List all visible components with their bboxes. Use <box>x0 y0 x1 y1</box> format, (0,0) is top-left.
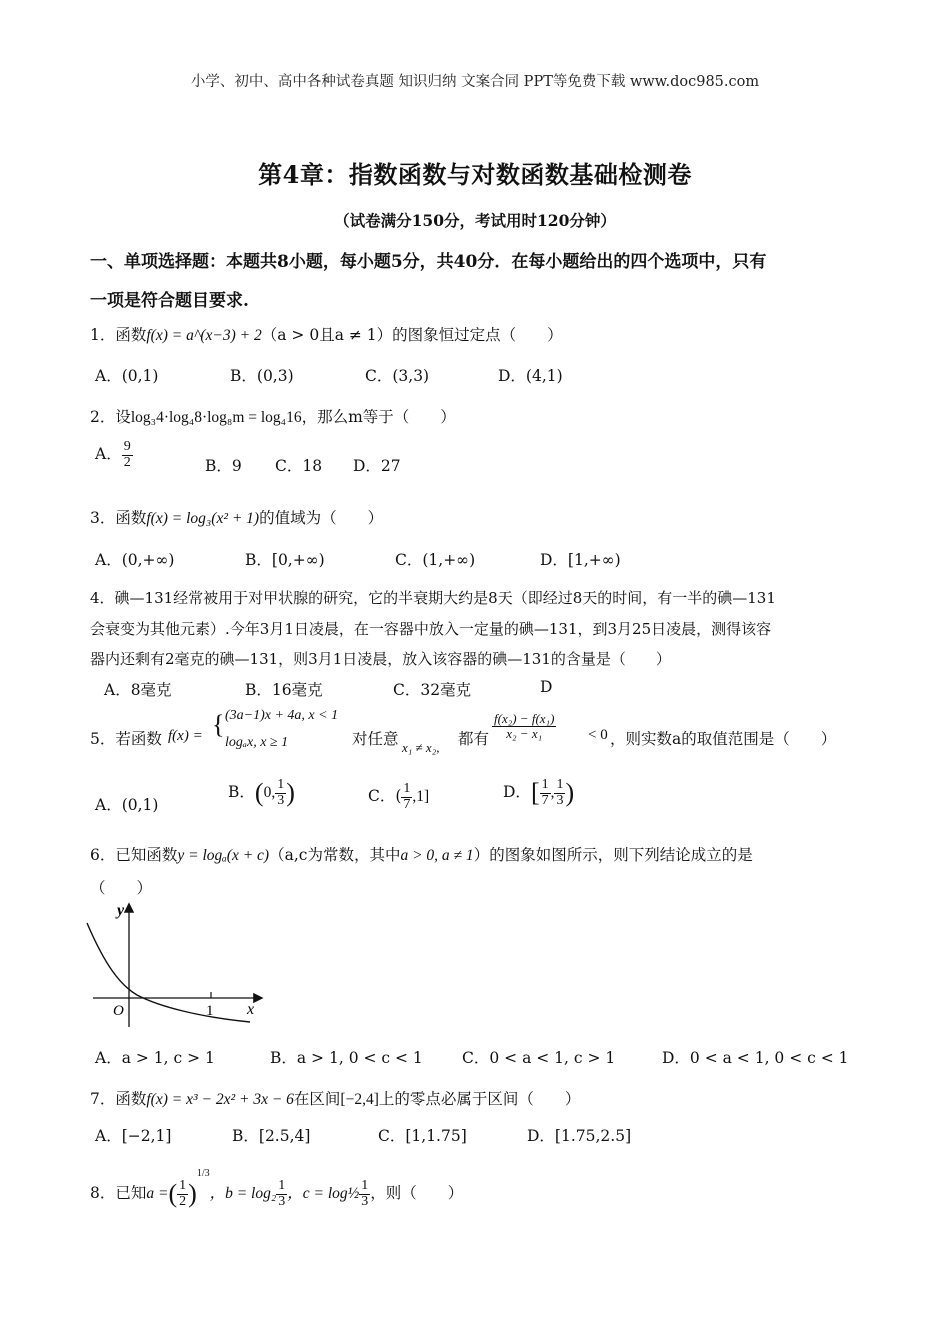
q5-option-c-label: C．( <box>368 787 402 806</box>
fraction-denominator: 7 <box>403 796 411 812</box>
q2-option-c: C．18 <box>275 457 323 475</box>
q6-suffix: ）的图象如图所示，则下列结论成立的是 <box>473 846 753 864</box>
tick-label-1: 1 <box>206 1003 214 1019</box>
fraction-denominator: 2 <box>123 454 131 470</box>
q6-option-d-text: D．0 < a < 1, 0 < c < 1 <box>662 1049 849 1067</box>
q5-mid2: 都有 <box>458 730 490 748</box>
section-heading-line2: 一项是符合题目要求. <box>90 291 249 311</box>
question-2 <box>90 405 456 427</box>
q5-fx <box>168 726 203 745</box>
section-heading-line1: 一、单项选择题：本题共8小题，每小题5分，共40分．在每小题给出的四个选项中，只有 <box>90 252 767 272</box>
q5-option-c-fraction <box>401 782 412 812</box>
q4-option-a: A．8毫克 <box>104 681 172 699</box>
right-paren: ) <box>565 778 575 808</box>
q6-option-a <box>95 1046 215 1068</box>
q7-option-c: C．[1,1.75] <box>378 1127 467 1145</box>
q5-option-d-fraction-2 <box>554 778 565 808</box>
right-paren: ) <box>188 1179 197 1208</box>
q8-b-label: ，b = log₂ <box>209 1185 277 1202</box>
fraction-numerator: 1 <box>556 777 564 792</box>
q5-difference-quotient <box>492 712 556 740</box>
q7-expression: f(x) = x³ − 2x² + 3x − 6 <box>146 1091 294 1108</box>
q6-prefix: 6．已知函数 <box>90 846 178 864</box>
q5-option-c-post: ,1] <box>412 788 430 806</box>
q1-option-c: C．(3,3) <box>365 367 430 385</box>
origin-label: O <box>113 1003 124 1019</box>
fraction-denominator: 2 <box>179 1193 187 1209</box>
q3-expression: f(x) = log₃(x² + 1) <box>146 510 260 527</box>
fraction-numerator: 1 <box>361 1177 369 1193</box>
q6-option-c-text: C．0 < a < 1, c > 1 <box>462 1049 616 1067</box>
q7-option-b: B．[2.5,4] <box>232 1127 311 1145</box>
q8-prefix: 8．已知 <box>90 1184 147 1202</box>
q5-option-d <box>503 778 574 808</box>
q5-condition: x₁ ≠ x₂, <box>402 740 440 755</box>
q2-option-a-fraction <box>122 440 133 470</box>
q6-option-d <box>662 1046 849 1068</box>
q6-option-b-text: B．a > 1, 0 < c < 1 <box>270 1049 423 1067</box>
fraction-numerator: 1 <box>278 1177 286 1193</box>
q7-prefix: 7．函数 <box>90 1090 147 1108</box>
comma: , <box>550 784 555 802</box>
question-7 <box>90 1087 580 1109</box>
q2-expression: log₃4·log₄8·log₈m = log₄16 <box>130 409 302 426</box>
q5-fx-label: f(x) = <box>168 728 203 744</box>
q5-inequality: < 0 <box>588 727 608 743</box>
q2-prefix: 2．设 <box>90 408 131 426</box>
fraction-denominator: 3 <box>556 792 564 808</box>
q1-condition: （a > 0且a ≠ 1）的图象恒过定点（ ） <box>261 326 563 344</box>
q6-condition: a > 0, a ≠ 1 <box>400 847 474 864</box>
page-header: 小学、初中、高中各种试卷真题 知识归纳 文案合同 PPT等免费下载 www.doc985.com <box>190 74 760 90</box>
fraction-numerator: 1 <box>277 777 285 792</box>
q8-a-exponent: 1/3 <box>196 1168 210 1179</box>
fraction-denominator: 3 <box>278 1193 286 1209</box>
q8-c-fraction <box>359 1179 370 1209</box>
q5-case-2: logₐx, x ≥ 1 <box>225 735 289 750</box>
q4-option-c: C．32毫克 <box>393 681 472 699</box>
q3-prefix: 3．函数 <box>90 509 147 527</box>
q5-prefix: 5．若函数 <box>90 730 162 748</box>
fraction-numerator: 1 <box>541 777 549 792</box>
q7-option-d: D．[1.75,2.5] <box>527 1127 632 1145</box>
fraction-numerator: f(x₂) − f(x₁) <box>494 711 555 726</box>
q5-option-c <box>368 782 429 812</box>
fraction-denominator: 3 <box>277 792 285 808</box>
q5-option-a: A．(0,1) <box>95 796 159 814</box>
fraction-denominator: 7 <box>541 792 549 808</box>
q5-case-1: (3a−1)x + 4a, x < 1 <box>225 708 339 723</box>
q3-option-a: A．(0,+∞) <box>95 551 175 569</box>
left-paren: ( <box>254 778 264 808</box>
q8-c-label: ，c = log½ <box>287 1185 360 1202</box>
q5-fraction <box>492 712 556 740</box>
fraction-numerator: 1 <box>403 781 411 796</box>
fraction-denominator: 3 <box>361 1193 369 1209</box>
q5-option-b <box>228 778 295 808</box>
q7-option-a: A．[−2,1] <box>95 1127 172 1145</box>
fraction-numerator: 1 <box>179 1177 187 1193</box>
q3-option-d: D．[1,+∞) <box>540 551 621 569</box>
q5-option-d-fraction-1 <box>540 778 551 808</box>
q5-option-b-fraction <box>275 778 286 808</box>
q4-option-d: D <box>540 678 553 696</box>
page-title: 第4章：指数函数与对数函数基础检测卷 <box>258 160 692 189</box>
y-label: y <box>117 902 125 919</box>
right-paren: ) <box>286 778 295 808</box>
left-paren: ( <box>168 1179 178 1208</box>
q7-mid: 在区间 <box>293 1090 341 1108</box>
q1-option-d: D．(4,1) <box>498 367 563 385</box>
question-6 <box>90 843 753 865</box>
question-3 <box>90 506 383 528</box>
q5-mid: 对任意 <box>352 730 399 748</box>
q3-suffix: 的值域为（ ） <box>259 509 384 527</box>
q1-option-a: A．(0,1) <box>95 367 159 385</box>
q6-option-a-text: A．a > 1, c > 1 <box>95 1049 215 1067</box>
q5-option-b-label: B． <box>228 783 255 802</box>
q5-option-d-label: D． <box>503 783 531 802</box>
q6-expression: y = logₐ(x + c) <box>177 847 270 864</box>
question-1 <box>90 323 563 345</box>
q4-line-2: 会衰变为其他元素）.今年3月1日凌晨，在一容器中放入一定量的碘—131，到3月25日凌晨，测得该容 <box>90 620 772 638</box>
left-bracket: [ <box>530 778 540 808</box>
q5-suffix: ，则实数a的取值范围是（ ） <box>610 730 837 748</box>
q6-option-b <box>270 1046 423 1068</box>
q3-option-b: B．[0,+∞) <box>245 551 325 569</box>
q8-suffix: ，则（ ） <box>370 1184 464 1202</box>
q3-option-c: C．(1,+∞) <box>395 551 476 569</box>
q7-suffix: 上的零点必属于区间（ ） <box>378 1090 581 1108</box>
q1-option-b: B．(0,3) <box>230 367 294 385</box>
x-label: x <box>247 1001 255 1018</box>
q8-b-fraction <box>276 1179 287 1209</box>
q8-a-label: a = <box>146 1185 169 1202</box>
q1-prefix: 1．函数 <box>90 326 147 344</box>
q5-option-b-pre: 0, <box>263 784 276 802</box>
log-curve <box>87 923 250 1022</box>
q2-suffix: ，那么m等于（ ） <box>301 408 456 426</box>
q6-graph <box>85 895 275 1035</box>
fraction-denominator: x₂ − x₁ <box>506 725 543 741</box>
q6-paren: （ ） <box>90 879 153 897</box>
q5-brace: { <box>212 710 225 739</box>
q2-option-a-label: A． <box>95 445 122 464</box>
q6-mid: （a,c为常数，其中 <box>269 846 401 864</box>
fraction-numerator: 9 <box>123 439 131 454</box>
q2-option-d: D．27 <box>353 457 401 475</box>
page-subtitle: （试卷满分150分，考试用时120分钟） <box>334 211 616 230</box>
q4-option-b: B．16毫克 <box>245 681 323 699</box>
q1-function: f(x) = a^(x−3) + 2 <box>146 327 262 344</box>
q8-a-fraction <box>177 1179 188 1209</box>
q7-interval: [−2,4] <box>340 1091 379 1108</box>
q4-line-3: 器内还剩有2毫克的碘—131，则3月1日凌晨，放入该容器的碘—131的含量是（ ） <box>90 650 671 668</box>
q4-line-1: 4．碘—131经常被用于对甲状腺的研究，它的半衰期大约是8天（即经过8天的时间，有一半的碘—131 <box>90 589 776 607</box>
q2-option-a <box>95 440 133 470</box>
q6-option-c <box>462 1046 615 1068</box>
q2-option-b: B．9 <box>205 457 242 475</box>
question-8 <box>90 1168 463 1209</box>
